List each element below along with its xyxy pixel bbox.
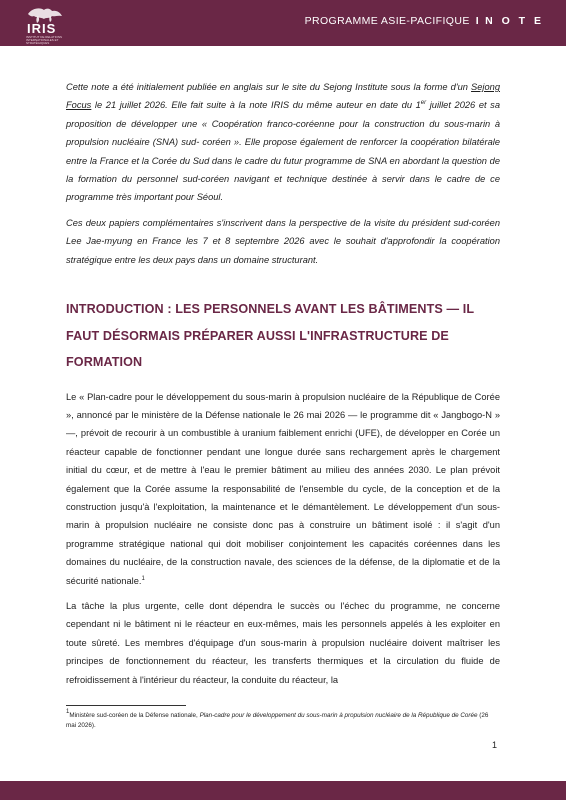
footnote (66, 711, 500, 731)
section-heading: INTRODUCTION : LES PERSONNELS AVANT LES BÂTIMENTS — IL FAUT DÉSORMAIS PRÉPARER AUSSI L'INFRASTRUCTURE DE FORMATION (66, 302, 474, 370)
page-content (66, 78, 500, 689)
doc-type-label: N O T E (485, 15, 544, 27)
page-header (0, 0, 566, 46)
page-footer-bar (0, 781, 566, 800)
footnote-divider (66, 705, 186, 706)
body-text-1: Le « Plan-cadre pour le développement du sous-marin à propulsion nucléaire de la République de Corée », annoncé par le ministère de la Défense nationale le 26 mai 2026 — le programme dit « Jangbogo-N » —, prévoit de recourir à un combustible à uranium faiblement enrichi (UFE), de développer en Corée un réacteur capable de fonctionner pendant une longue durée sans rechargement après le chargement initial du cœur, et de mettre à l'eau le premier bâtiment au milieu des années 2030. Le plan prévoit également que la Corée assume la responsabilité de l'ensemble du cycle, de la conception et de la construction jusqu'à l'exploitation, la maintenance et le démantèlement. Le développement d'un sous-marin à propulsion nucléaire ne consiste donc pas à construire un bâtiment isolé : il s'agit d'un programme stratégique national qui doit mobiliser conjointement les capacités coréennes dans les domaines du nucléaire, de la construction navale, des sciences de la défense, de la diplomatie et de la sécurité nationale. (66, 391, 500, 586)
intro-text-c: juillet 2026 et sa proposition de développer une « Coopération franco-coréenne pour la construction du sous-marin à propulsion nucléaire (SNA) sud- coréen ». Elle propose également de renforcer la coopération bilatérale entre la France et la Corée du Sud dans le cadre du futur programme de SNA en abordant la question de la formation du personnel sud-coréen navigant et technique destinée à servir dans le cadre de ce programme très important pour Séoul. (66, 100, 500, 203)
programme-label: PROGRAMME ASIE-PACIFIQUE (304, 15, 470, 27)
header-separator: I (475, 15, 480, 27)
intro-block (66, 78, 500, 269)
section-body (66, 388, 500, 690)
body-paragraph-2: La tâche la plus urgente, celle dont dépendra le succès ou l'échec du programme, ne concerne cependant ni le bâtiment ni le réacteur en eux-mêmes, mais les personnels appelés à les exploiter en toute sûreté. Les membres d'équipage d'un sous-marin à propulsion nucléaire doivent maîtriser les principes de fonctionnement du réacteur, les transferts thermiques et la circulation du fluide de refroidissement à l'intérieur du réacteur, la conduite du réacteur, la (66, 601, 500, 685)
body-paragraph-1 (66, 388, 500, 590)
header-title (305, 15, 544, 27)
footnote-title: Plan-cadre pour le développement du sous-marin à propulsion nucléaire de la République de Corée (199, 712, 478, 719)
intro-paragraph-2: Ces deux papiers complémentaires s'inscrivent dans la perspective de la visite du président sud-coréen Lee Jae-myung en France les 7 et 8 septembre 2026 avec le souhait d'approfondir la coopération stratégique entre les deux pays dans un domaine structurant. (66, 217, 500, 265)
intro-paragraph-1 (66, 78, 500, 207)
page-number: 1 (492, 740, 498, 750)
logo-subtext: INSTITUT DE RELATIONS INTERNATIONALES ET STRATÉGIQUES (26, 35, 63, 45)
footnote-text: Ministère sud-coréen de la Défense nationale, (69, 712, 200, 719)
logo-text: IRIS (27, 21, 57, 36)
footnote-ref[interactable]: 1 (141, 575, 145, 582)
footnote-number: 1 (66, 709, 70, 715)
footnote-date: (26 mai 2026). (66, 712, 489, 729)
ordinal-sup: er (420, 100, 427, 107)
sejong-focus-link[interactable]: Sejong Focus (66, 82, 500, 111)
intro-text-a: Cette note a été initialement publiée en anglais sur le site du Sejong Institute sous la forme d'un (66, 82, 472, 92)
intro-text-b: le 21 juillet 2026. Elle fait suite à la note IRIS du même auteur en date du 1 (91, 100, 421, 111)
